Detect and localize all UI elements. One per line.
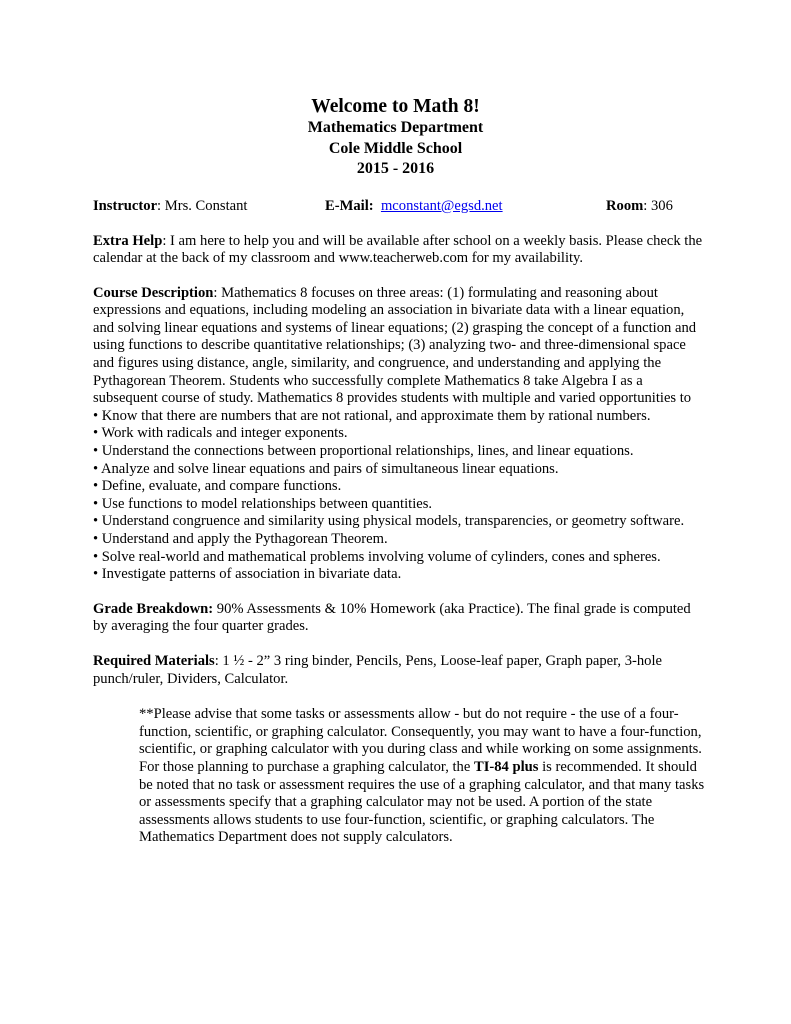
- calculator-note-text-before: **Please advise that some tasks or assessments allow - but do not require - the use of a four-function, scientific, or graphing calculator. Consequently, you may want to have a four-function, scientific, or graphing calculator with you during class and while working on some assignments. For those planning to purchase a graphing calculator, the: [139, 706, 702, 775]
- room-value: : 306: [643, 197, 673, 214]
- list-item: • Use functions to model relationships between quantities.: [93, 495, 433, 512]
- list-item: • Understand congruence and similarity using physical models, transparencies, or geometry software.: [93, 513, 685, 530]
- list-item: • Solve real-world and mathematical problems involving volume of cylinders, cones and spheres.: [93, 548, 661, 565]
- email-link[interactable]: mconstant@egsd.net: [380, 197, 503, 214]
- list-item: • Know that there are numbers that are not rational, and approximate them by rational numbers.: [93, 407, 651, 424]
- instructor-label: Instructor: [93, 197, 158, 214]
- list-item: • Analyze and solve linear equations and pairs of simultaneous linear equations.: [93, 460, 559, 477]
- email-label: E-Mail:: [325, 197, 374, 214]
- calculator-model: TI-84 plus: [473, 758, 539, 775]
- course-description-text: : Mathematics 8 focuses on three areas: (1) formulating and reasoning about expressions and equations, including modeling an association in bivariate data with a linear equation, and solving linear equations and systems of linear equations; (2) grasping the concept of a function and using functions to describe quantitative relationships; (3) analyzing two- and three-dimensional space and figures using distance, angle, similarity, and congruence, and understanding and applying the Pythagorean Theorem. Students who successfully complete Mathematics 8 take Algebra I as a subsequent course of study. Mathematics 8 provides students with multiple and varied opportunities to: [93, 284, 697, 407]
- calculator-note-text-after: is recommended. It should be noted that no task or assessment requires the use of a graphing calculator, and that many tasks or assessments specify that a graphing calculator may not be used. A portion of the state assessments allows students to use four-function, scientific, or graphing calculators. The Mathematics Department does not supply calculators.: [139, 758, 705, 846]
- grade-breakdown-section: [93, 601, 705, 636]
- list-item: • Define, evaluate, and compare functions.: [93, 478, 342, 495]
- instructor-value: : Mrs. Constant: [157, 197, 248, 214]
- grade-breakdown-text: 90% Assessments & 10% Homework (aka Practice). The final grade is computed by averaging the four quarter grades.: [93, 600, 691, 635]
- course-description-section: [93, 285, 705, 584]
- extra-help-label: Extra Help: [93, 232, 163, 249]
- page-title: Welcome to Math 8!: [311, 96, 480, 117]
- required-materials-section: [93, 653, 705, 688]
- extra-help-section: [93, 233, 705, 268]
- list-item: • Investigate patterns of association in bivariate data.: [93, 566, 402, 583]
- course-description-paragraph: [93, 285, 705, 408]
- room-info: [606, 198, 673, 216]
- school-name: Cole Middle School: [328, 139, 463, 157]
- list-item: • Understand the connections between proportional relationships, lines, and linear equations.: [93, 443, 634, 460]
- grade-breakdown-label: Grade Breakdown:: [93, 600, 214, 617]
- title-block: [0, 96, 791, 180]
- department-name: Mathematics Department: [307, 119, 484, 136]
- course-description-label: Course Description: [93, 284, 214, 301]
- contact-info-row: [93, 198, 705, 216]
- objectives-list: [93, 408, 705, 584]
- extra-help-text: : I am here to help you and will be available after school on a weekly basis. Please check the calendar at the back of my classroom and www.teacherweb.com for my availability.: [93, 232, 703, 267]
- email-info: [325, 198, 503, 216]
- required-materials-text: : 1 ½ - 2” 3 ring binder, Pencils, Pens, Loose-leaf paper, Graph paper, 3-hole punch/ruler, Dividers, Calculator.: [93, 652, 663, 687]
- calculator-note: [139, 706, 705, 847]
- school-year: 2015 - 2016: [356, 160, 435, 177]
- room-label: Room: [606, 197, 644, 214]
- instructor-info: [93, 198, 247, 216]
- list-item: • Understand and apply the Pythagorean Theorem.: [93, 531, 388, 547]
- required-materials-label: Required Materials: [93, 652, 215, 669]
- document-page: [93, 96, 705, 847]
- list-item: • Work with radicals and integer exponents.: [93, 425, 348, 442]
